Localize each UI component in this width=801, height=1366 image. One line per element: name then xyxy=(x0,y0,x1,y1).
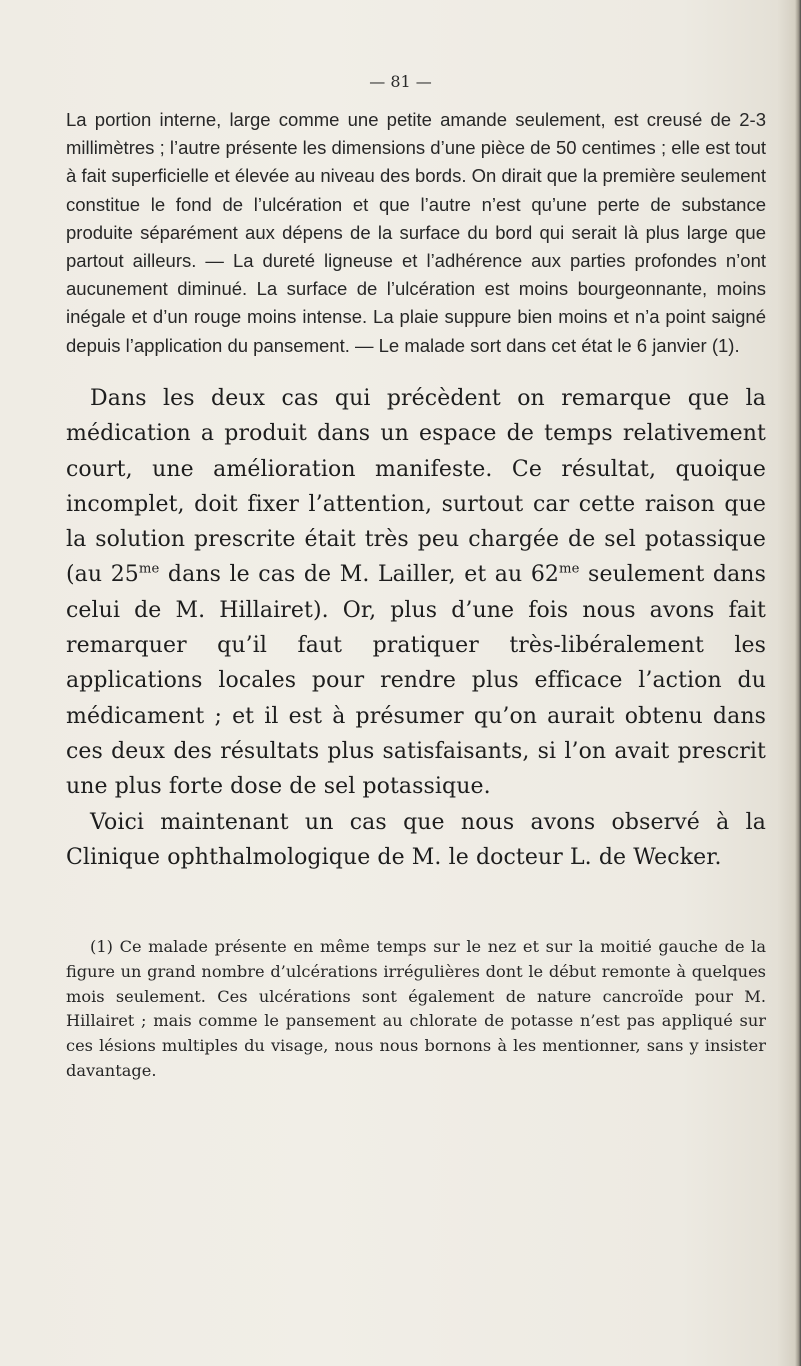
footnote-section xyxy=(66,935,766,1084)
discussion-text-part-2: dans le cas de M. Lailler, et au 62 xyxy=(159,562,560,588)
case-observation-paragraph xyxy=(66,106,766,360)
ordinal-superscript-62: me xyxy=(559,562,580,578)
next-case-intro-paragraph: Voici maintenant un cas que nous avons observé à la Clinique ophthalmologique de M. le docteur L. de Wecker. xyxy=(66,809,766,870)
main-text-section xyxy=(66,381,766,875)
discussion-paragraph xyxy=(66,381,766,805)
discussion-text-part-3: seulement dans celui de M. Hillairet). Or, plus d’une fois nous avons fait remarquer qu’il faut pratiquer très-libéralement les applications locales pour rendre plus efficace l’action du médicament ; et il est à présumer qu’on aurait obtenu dans ces deux des résultats plus satisfaisants, si l’on avait prescrit une plus forte dose de sel potassique. xyxy=(66,562,766,800)
page-number: — 81 — xyxy=(369,72,432,91)
page-edge-shadow xyxy=(795,0,801,1366)
ordinal-superscript-25: me xyxy=(138,562,160,578)
discussion-text-part-1: Dans les deux cas qui précèdent on remarque que la médication a produit dans un espace de temps relativement court, une amélioration manifeste. Ce résultat, quoique incomplet, doit fixer l’attention, surtout car cette raison que la solution prescrite était très peu chargée de sel potassique (au 25 xyxy=(66,386,766,588)
footnote-text: (1) Ce malade présente en même temps sur le nez et sur la moitié gauche de la figure un grand nombre d’ulcérations irrégulières dont le début remonte à quelques mois seulement. Ces ulcérations sont également de nature cancroïde pour M. Hillairet ; mais comme le pansement au chlorate de potasse n’est pas appliqué sur ces lésions multiples du visage, nous nous bornons à les mentionner, sans y insister davantage. xyxy=(66,937,766,1080)
case-observation-text: La portion interne, large comme une petite amande seulement, est creusé de 2-3 millimètres ; l’autre présente les dimensions d’une pièce de 50 centimes ; elle est tout à fait superficielle et élevée au niveau des bords. On dirait que la première seulement constitue le fond de l’ulcération et que l’autre n’est qu’une perte de substance produite séparément aux dépens de la surface du bord qui serait là plus large que partout ailleurs. — La dureté ligneuse et l’adhérence aux parties profondes n’ont aucunement diminué. La surface de l’ulcération est moins bourgeonnante, moins inégale et d’un rouge moins intense. La plaie suppure bien moins et n’a point saigné depuis l’application du pansement. — Le malade sort dans cet état le 6 janvier (1). xyxy=(66,109,766,356)
